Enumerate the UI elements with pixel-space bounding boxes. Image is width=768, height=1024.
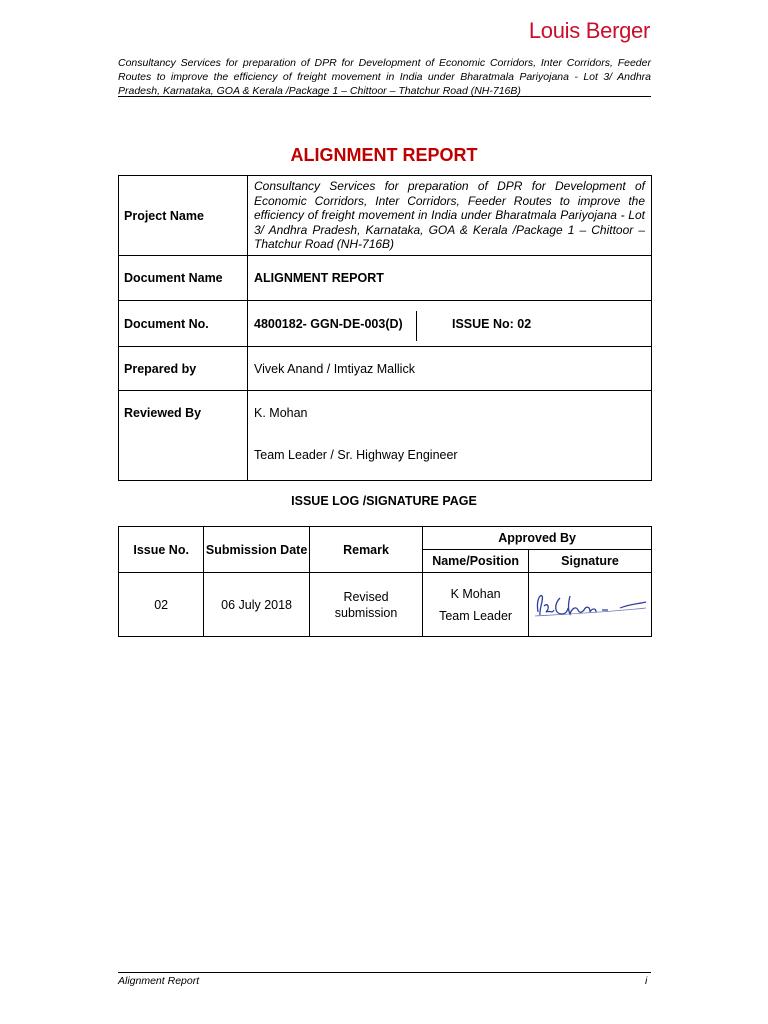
- col-remark: Remark: [309, 527, 422, 573]
- footer-page-number: i: [645, 975, 648, 987]
- row-name-position: [423, 573, 529, 637]
- document-no-separator: [416, 311, 417, 341]
- row-remark: Revised submission: [309, 573, 422, 637]
- row-approver-name: K Mohan: [450, 586, 501, 601]
- footer-doc-name: Alignment Report: [118, 975, 200, 987]
- document-name-value: ALIGNMENT REPORT: [248, 256, 652, 301]
- col-issue-no: Issue No.: [119, 527, 204, 573]
- reviewed-by-title: Team Leader / Sr. Highway Engineer: [254, 448, 458, 462]
- prepared-by-value: Vivek Anand / Imtiyaz Mallick: [248, 347, 652, 391]
- project-name-label: Project Name: [119, 176, 248, 256]
- company-logo: Louis Berger: [528, 18, 650, 43]
- issue-log-title: ISSUE LOG /SIGNATURE PAGE: [291, 494, 477, 508]
- header-description: Consultancy Services for preparation of DPR for Development of Economic Corridors, Inter Corridors, Feeder Routes to improve the efficiency of freight movement in India under Bharatmala Pariyojana - Lot 3/ Andhra Pradesh, Karnataka, GOA & Kerala /Package 1 – Chittoor – Thatchur Road (NH-716B): [118, 57, 651, 97]
- signature-image: [530, 588, 650, 622]
- reviewed-by-cell: [248, 391, 652, 481]
- reviewed-by-label: Reviewed By: [119, 391, 248, 481]
- col-name-position: Name/Position: [423, 550, 529, 573]
- footer-divider: [118, 972, 651, 973]
- document-info-table: [118, 175, 652, 481]
- header-divider: [118, 96, 651, 97]
- row-approver-position: Team Leader: [439, 608, 513, 623]
- table-row: [119, 573, 652, 637]
- col-submission-date: Submission Date: [204, 527, 310, 573]
- document-no-label: Document No.: [119, 301, 248, 347]
- reviewed-by-name: K. Mohan: [254, 406, 308, 420]
- row-signature: [529, 573, 652, 637]
- col-approved-by: Approved By: [423, 527, 652, 550]
- row-issue-no: 02: [119, 573, 204, 637]
- row-submission-date: 06 July 2018: [204, 573, 310, 637]
- col-signature: Signature: [529, 550, 652, 573]
- issue-log-table: [118, 526, 652, 637]
- prepared-by-label: Prepared by: [119, 347, 248, 391]
- project-name-value: Consultancy Services for preparation of DPR for Development of Economic Corridors, Inter Corridors, Feeder Routes to improve the efficiency of freight movement in India under Bharatmala Pariyojana - Lot 3/ Andhra Pradesh, Karnataka, GOA & Kerala /Package 1 – Chittoor – Thatchur Road (NH-716B): [248, 176, 652, 256]
- document-no-value: 4800182- GGN-DE-003(D): [254, 316, 403, 331]
- document-name-label: Document Name: [119, 256, 248, 301]
- report-title: ALIGNMENT REPORT: [290, 145, 478, 165]
- document-no-cell: [248, 301, 652, 347]
- issue-no-value: ISSUE No: 02: [452, 316, 532, 331]
